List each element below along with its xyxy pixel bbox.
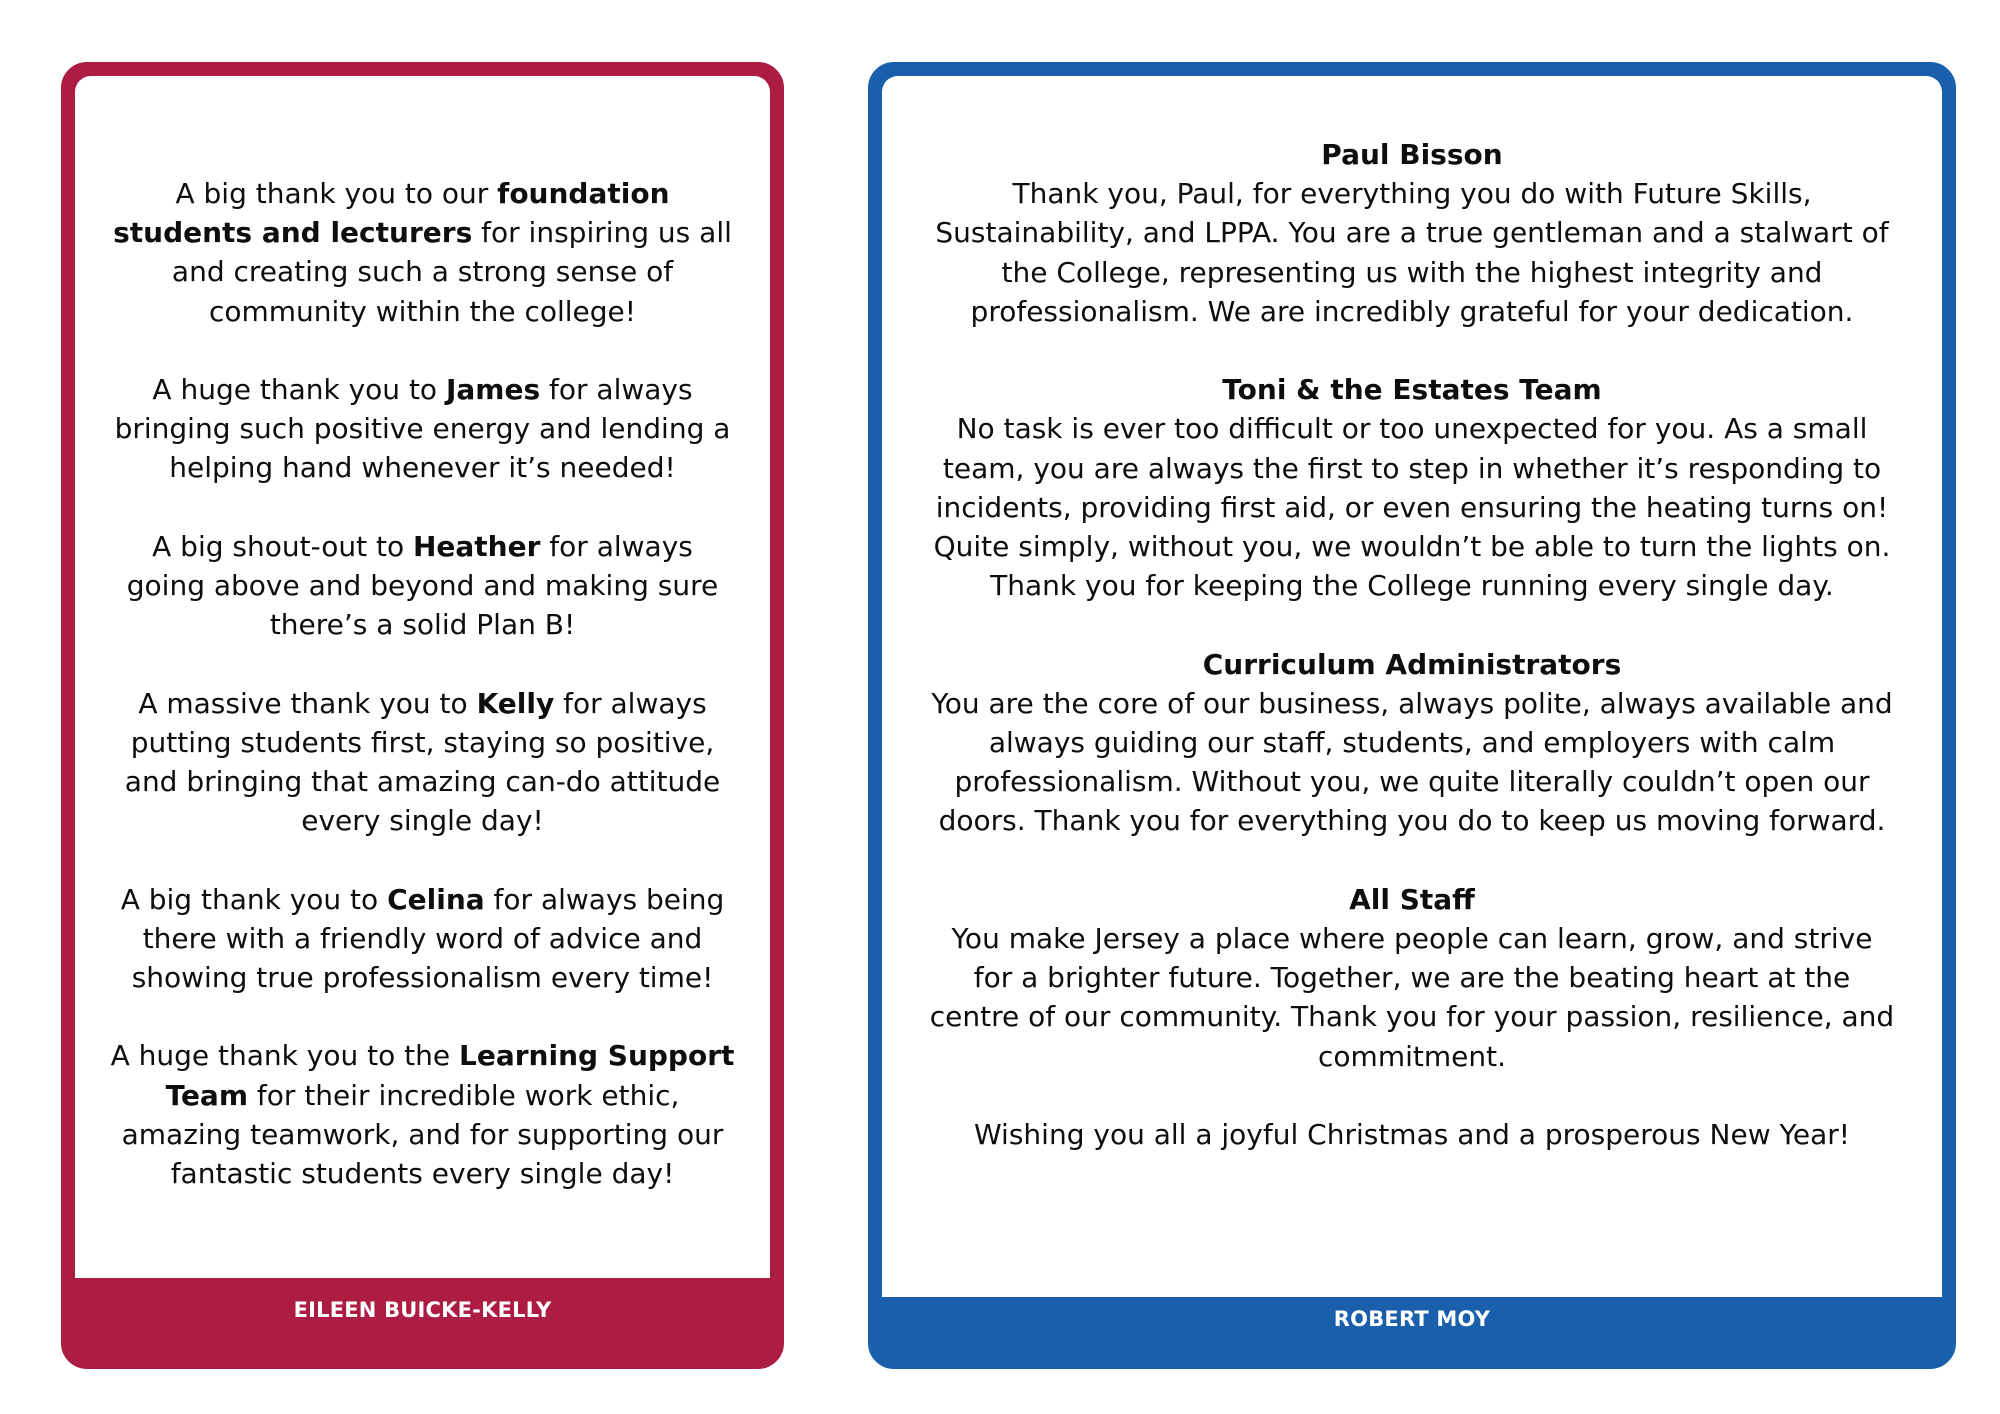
section-body: Thank you, Paul, for everything you do with Future Skills, Sustainability, and LPPA. You are a true gentleman and a stalwart of the College, representing us with the highest integrity and professionalism. We are incredibly grateful for your dedication.: [935, 177, 1889, 328]
thanks-paragraph-learning-support: A huge thank you to the Learning Support Team for their incredible work ethic, amazing teamwork, and for supporting our fantastic students every single day!: [110, 1039, 735, 1190]
section-heading: All Staff: [1349, 882, 1475, 916]
section-body: No task is ever too difficult or too unexpected for you. As a small team, you are always the first to step in whether it’s responding to incidents, providing first aid, or even ensuring the heating turns on! Quite simply, without you, we wouldn’t be able to turn the lights on. Thank you for keeping the College running every single day.: [933, 412, 1891, 603]
section-all-staff: [928, 880, 1896, 1076]
section-body: You are the core of our business, always polite, always available and always guiding our staff, students, and employers with calm professionalism. Without you, we quite literally couldn’t open our doors. Thank you for everything you do to keep us moving forward.: [931, 686, 1893, 838]
closing-wishes: Wishing you all a joyful Christmas and a prosperous New Year!: [973, 1118, 1850, 1152]
left-thank-you-card: [61, 62, 784, 1369]
right-card-body: [882, 76, 1942, 1297]
thanks-paragraph-james: A huge thank you to James for always bringing such positive energy and lending a helping hand whenever it’s needed!: [114, 373, 731, 485]
section-curriculum-administrators: [928, 645, 1896, 841]
section-heading: Paul Bisson: [1321, 138, 1503, 171]
thanks-paragraph-heather: A big shout-out to Heather for always going above and beyond and making sure there’s a solid Plan B!: [126, 529, 719, 642]
section-estates-team: [928, 370, 1896, 605]
section-heading: Toni & the Estates Team: [1222, 373, 1602, 407]
right-card-message: [928, 135, 1896, 1154]
section-heading: Curriculum Administrators: [1202, 647, 1622, 681]
thanks-paragraph-kelly: A massive thank you to Kelly for always putting students first, staying so positive, and bringing that amazing can-do attitude every single day!: [124, 686, 721, 838]
left-card-message: [109, 174, 736, 1232]
left-card-signature: EILEEN BUICKE-KELLY: [293, 1297, 552, 1322]
section-paul-bisson: [928, 135, 1896, 331]
right-thank-you-card: [868, 62, 1956, 1369]
thanks-paragraph-foundation: A big thank you to our foundation students and lecturers for inspiring us all and creating such a strong sense of community within the college!: [113, 177, 732, 328]
section-body: You make Jersey a place where people can learn, grow, and strive for a brighter future. Together, we are the beating heart at the centre of our community. Thank you for your passion, resilience, and commitment.: [929, 922, 1895, 1073]
thanks-paragraph-celina: A big thank you to Celina for always being there with a friendly word of advice and showing true professionalism every time!: [120, 882, 725, 994]
left-card-body: [75, 76, 770, 1278]
right-card-signature: ROBERT MOY: [1333, 1307, 1491, 1331]
